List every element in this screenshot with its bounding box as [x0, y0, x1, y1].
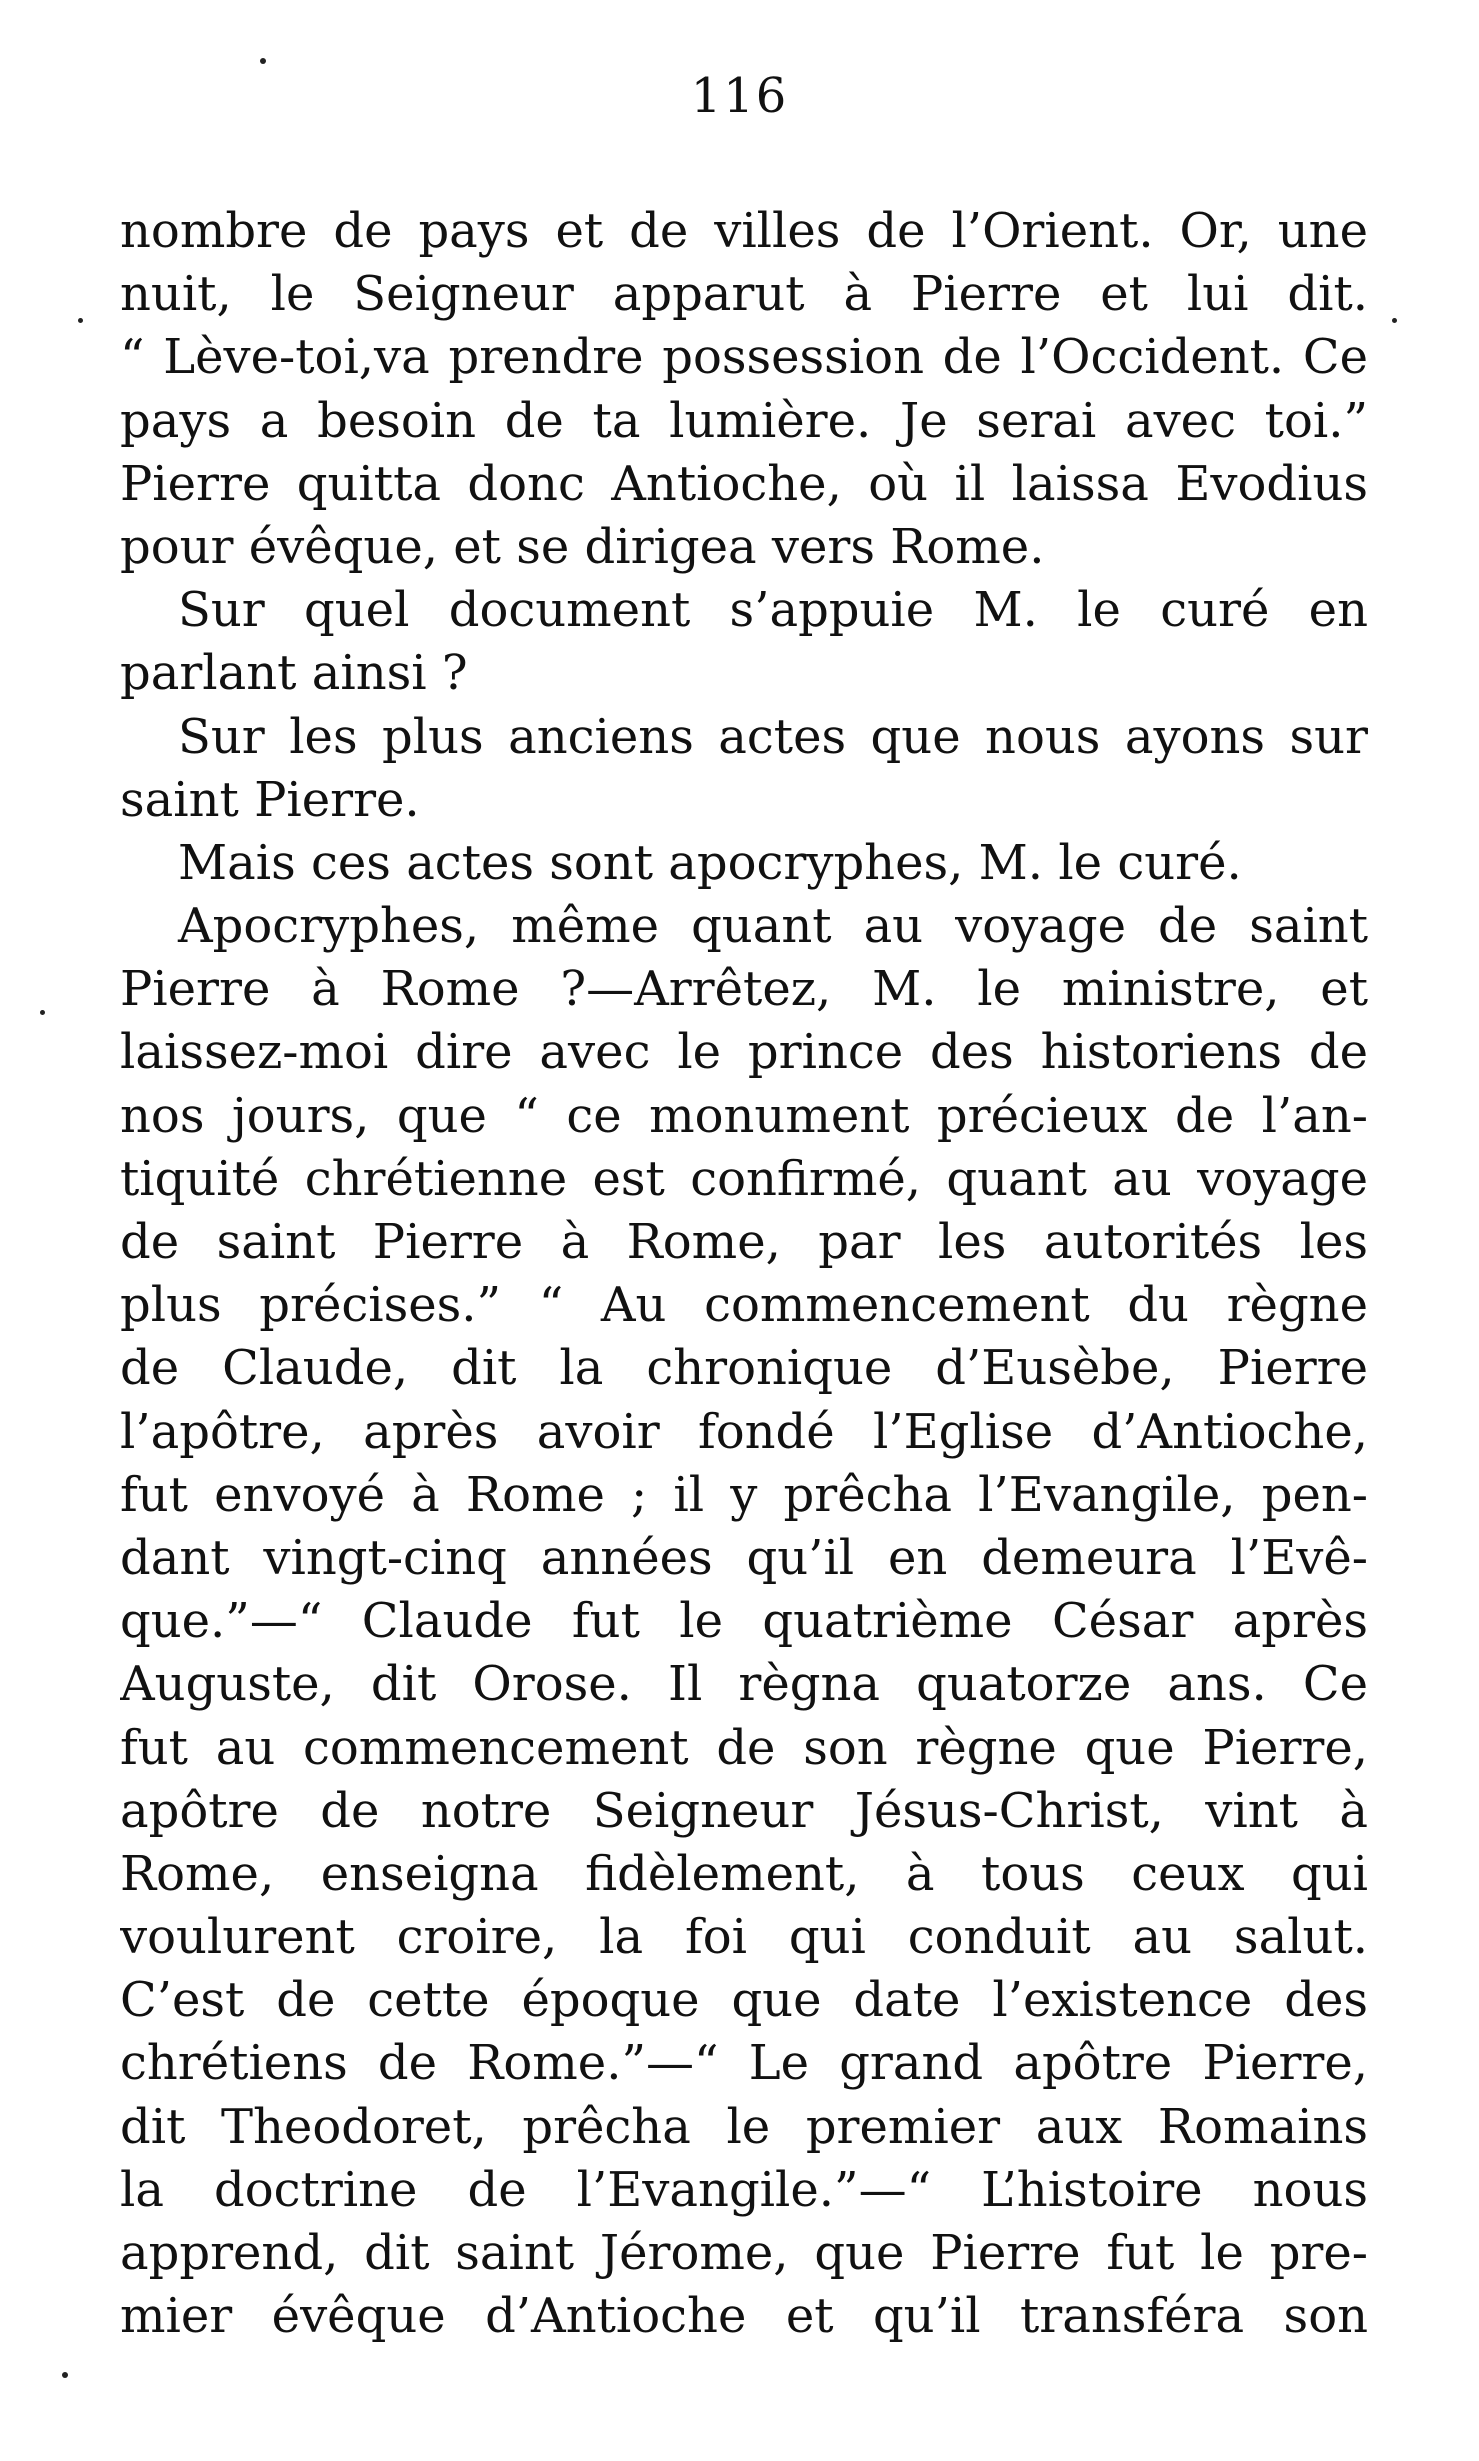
text-line: voulurent croire, la foi qui conduit au salut. [120, 1909, 1368, 1966]
text-line: fut au commencement de son règne que Pierre, [120, 1719, 1368, 1776]
text-line: nombre de pays et de villes de l’Orient. Or, une [120, 203, 1368, 259]
text-line: Pierre à Rome ?—Arrêtez, M. le ministre, et [120, 961, 1368, 1018]
print-speck [1392, 318, 1397, 323]
text-line: saint Pierre. [120, 771, 420, 828]
text-line: “ Lève-toi,va prendre possession de l’Occident. Ce [120, 329, 1368, 386]
print-speck [78, 318, 83, 323]
text-line: Apocryphes, même quant au voyage de saint [178, 898, 1368, 955]
text-line: l’apôtre, après avoir fondé l’Eglise d’Antioche, [120, 1403, 1368, 1460]
text-line: dit Theodoret, prêcha le premier aux Romains [120, 2098, 1368, 2155]
text-line: nos jours, que “ ce monument précieux de l’an- [120, 1087, 1368, 1144]
text-line: Pierre quitta donc Antioche, où il laissa Evodius [120, 455, 1368, 512]
text-line: dant vingt-cinq années qu’il en demeura l’Evê- [120, 1529, 1368, 1586]
text-line: que.”—“ Claude fut le quatrième César après [120, 1593, 1368, 1650]
text-line: la doctrine de l’Evangile.”—“ L’histoire nous [120, 2161, 1368, 2218]
print-speck [40, 1010, 45, 1015]
text-line: laissez-moi dire avec le prince des historiens de [120, 1024, 1368, 1081]
page-number: 116 [690, 68, 789, 124]
text-line: de saint Pierre à Rome, par les autorités les [120, 1214, 1368, 1270]
text-line: chrétiens de Rome.”—“ Le grand apôtre Pierre, [120, 2035, 1368, 2092]
text-line: Rome, enseigna fidèlement, à tous ceux qui [120, 1845, 1368, 1902]
body-text [120, 200, 1368, 2348]
text-line: plus précises.” “ Au commencement du règne [120, 1277, 1368, 1334]
text-line: apprend, dit saint Jérome, que Pierre fut le pre- [120, 2225, 1368, 2281]
text-line: de Claude, dit la chronique d’Eusèbe, Pierre [120, 1340, 1368, 1397]
text-line: pays a besoin de ta lumière. Je serai avec toi.” [120, 392, 1368, 449]
text-line: Auguste, dit Orose. Il règna quatorze ans. Ce [120, 1656, 1368, 1713]
text-line: tiquité chrétienne est confirmé, quant au voyage [120, 1150, 1368, 1207]
text-line: pour évêque, et se dirigea vers Rome. [120, 518, 1045, 575]
text-line: Mais ces actes sont apocryphes, M. le curé. [178, 834, 1242, 891]
text-line: apôtre de notre Seigneur Jésus-Christ, vint à [120, 1782, 1368, 1839]
text-line: mier évêque d’Antioche et qu’il transféra son [120, 2288, 1368, 2345]
print-speck [260, 58, 266, 64]
text-line: fut envoyé à Rome ; il y prêcha l’Evangile, pen- [120, 1466, 1368, 1523]
text-line: Sur quel document s’appuie M. le curé en [178, 582, 1368, 639]
text-line: nuit, le Seigneur apparut à Pierre et lui dit. [120, 266, 1368, 323]
text-line: C’est de cette époque que date l’existence des [120, 1972, 1368, 2029]
print-speck [62, 2372, 68, 2378]
text-line: parlant ainsi ? [120, 645, 468, 702]
text-line: Sur les plus anciens actes que nous ayons sur [178, 708, 1368, 765]
